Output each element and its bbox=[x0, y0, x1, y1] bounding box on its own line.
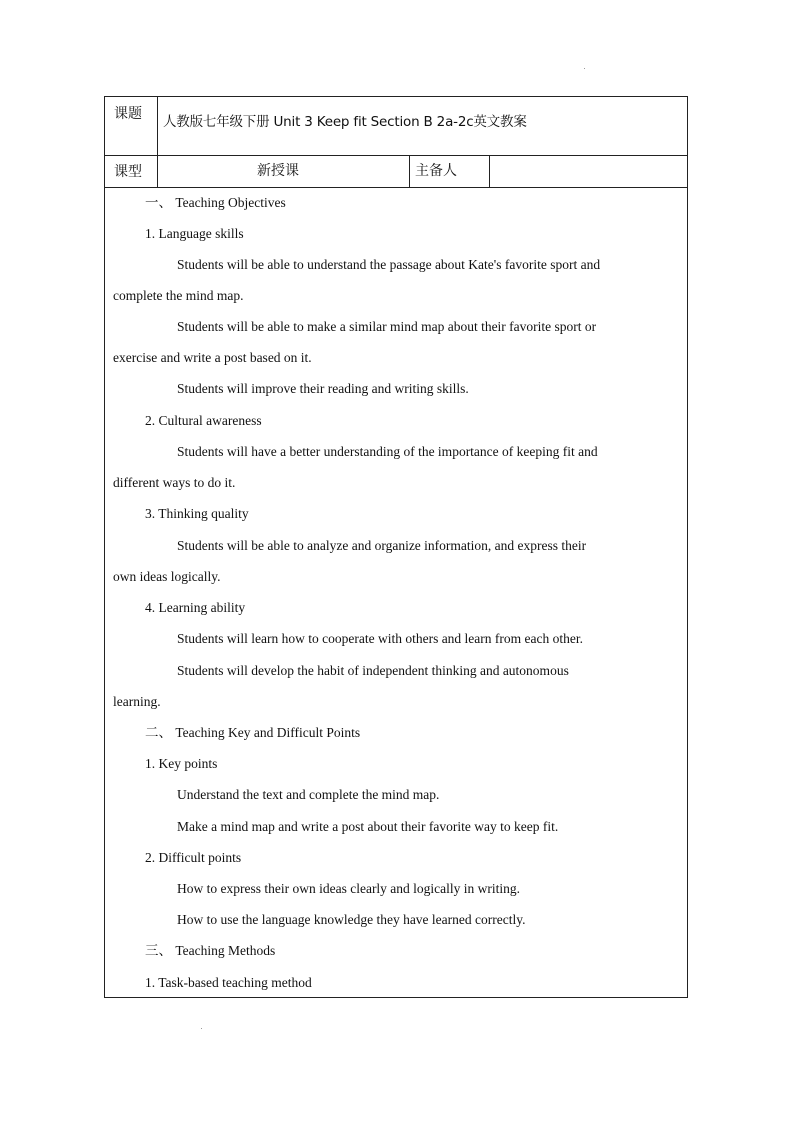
subheading: 3. Thinking quality bbox=[145, 506, 249, 521]
section-heading: 二、 Teaching Key and Difficult Points bbox=[145, 725, 361, 740]
lesson-plan-table bbox=[104, 96, 688, 998]
section-heading: 一、 Teaching Objectives bbox=[145, 195, 286, 210]
scan-speck bbox=[584, 68, 585, 69]
type-value: 新授课 bbox=[257, 163, 299, 179]
paragraph-line: Students will learn how to cooperate with others and learn from each other. bbox=[177, 631, 584, 646]
type-label: 课型 bbox=[114, 164, 142, 180]
table-column-divider bbox=[409, 155, 410, 187]
paragraph-line: Students will have a better understanding of the importance of keeping fit and bbox=[177, 444, 598, 459]
table-row-divider bbox=[105, 155, 687, 156]
paragraph-line: Students will be able to understand the passage about Kate's favorite sport and bbox=[177, 257, 601, 272]
topic-label: 课题 bbox=[114, 106, 142, 122]
paragraph-line: different ways to do it. bbox=[113, 475, 236, 490]
paragraph-line: Understand the text and complete the mind map. bbox=[177, 787, 440, 802]
subheading: 2. Cultural awareness bbox=[145, 413, 262, 428]
topic-value: 人教版七年级下册 Unit 3 Keep fit Section B 2a-2c英文教案 bbox=[163, 114, 527, 130]
scan-speck bbox=[201, 1028, 202, 1029]
table-column-divider bbox=[157, 97, 158, 187]
paragraph-line: exercise and write a post based on it. bbox=[113, 350, 312, 365]
paragraph-line: own ideas logically. bbox=[113, 569, 221, 584]
paragraph-line: Students will be able to make a similar mind map about their favorite sport or bbox=[177, 319, 597, 334]
paragraph-line: How to use the language knowledge they have learned correctly. bbox=[177, 912, 526, 927]
subheading: 2. Difficult points bbox=[145, 850, 242, 865]
preparer-label: 主备人 bbox=[415, 163, 457, 179]
subheading: 1. Language skills bbox=[145, 226, 244, 241]
paragraph-line: Students will improve their reading and writing skills. bbox=[177, 381, 469, 396]
paragraph-line: complete the mind map. bbox=[113, 288, 244, 303]
section-heading: 三、 Teaching Methods bbox=[145, 943, 276, 958]
paragraph-line: Students will develop the habit of independent thinking and autonomous bbox=[177, 663, 569, 678]
subheading: 1. Task-based teaching method bbox=[145, 975, 312, 990]
table-column-divider bbox=[489, 155, 490, 187]
paragraph-line: Make a mind map and write a post about their favorite way to keep fit. bbox=[177, 819, 559, 834]
subheading: 4. Learning ability bbox=[145, 600, 246, 615]
table-row-divider bbox=[105, 187, 687, 188]
paragraph-line: Students will be able to analyze and organize information, and express their bbox=[177, 538, 587, 553]
paragraph-line: How to express their own ideas clearly and logically in writing. bbox=[177, 881, 521, 896]
subheading: 1. Key points bbox=[145, 756, 218, 771]
paragraph-line: learning. bbox=[113, 694, 161, 709]
